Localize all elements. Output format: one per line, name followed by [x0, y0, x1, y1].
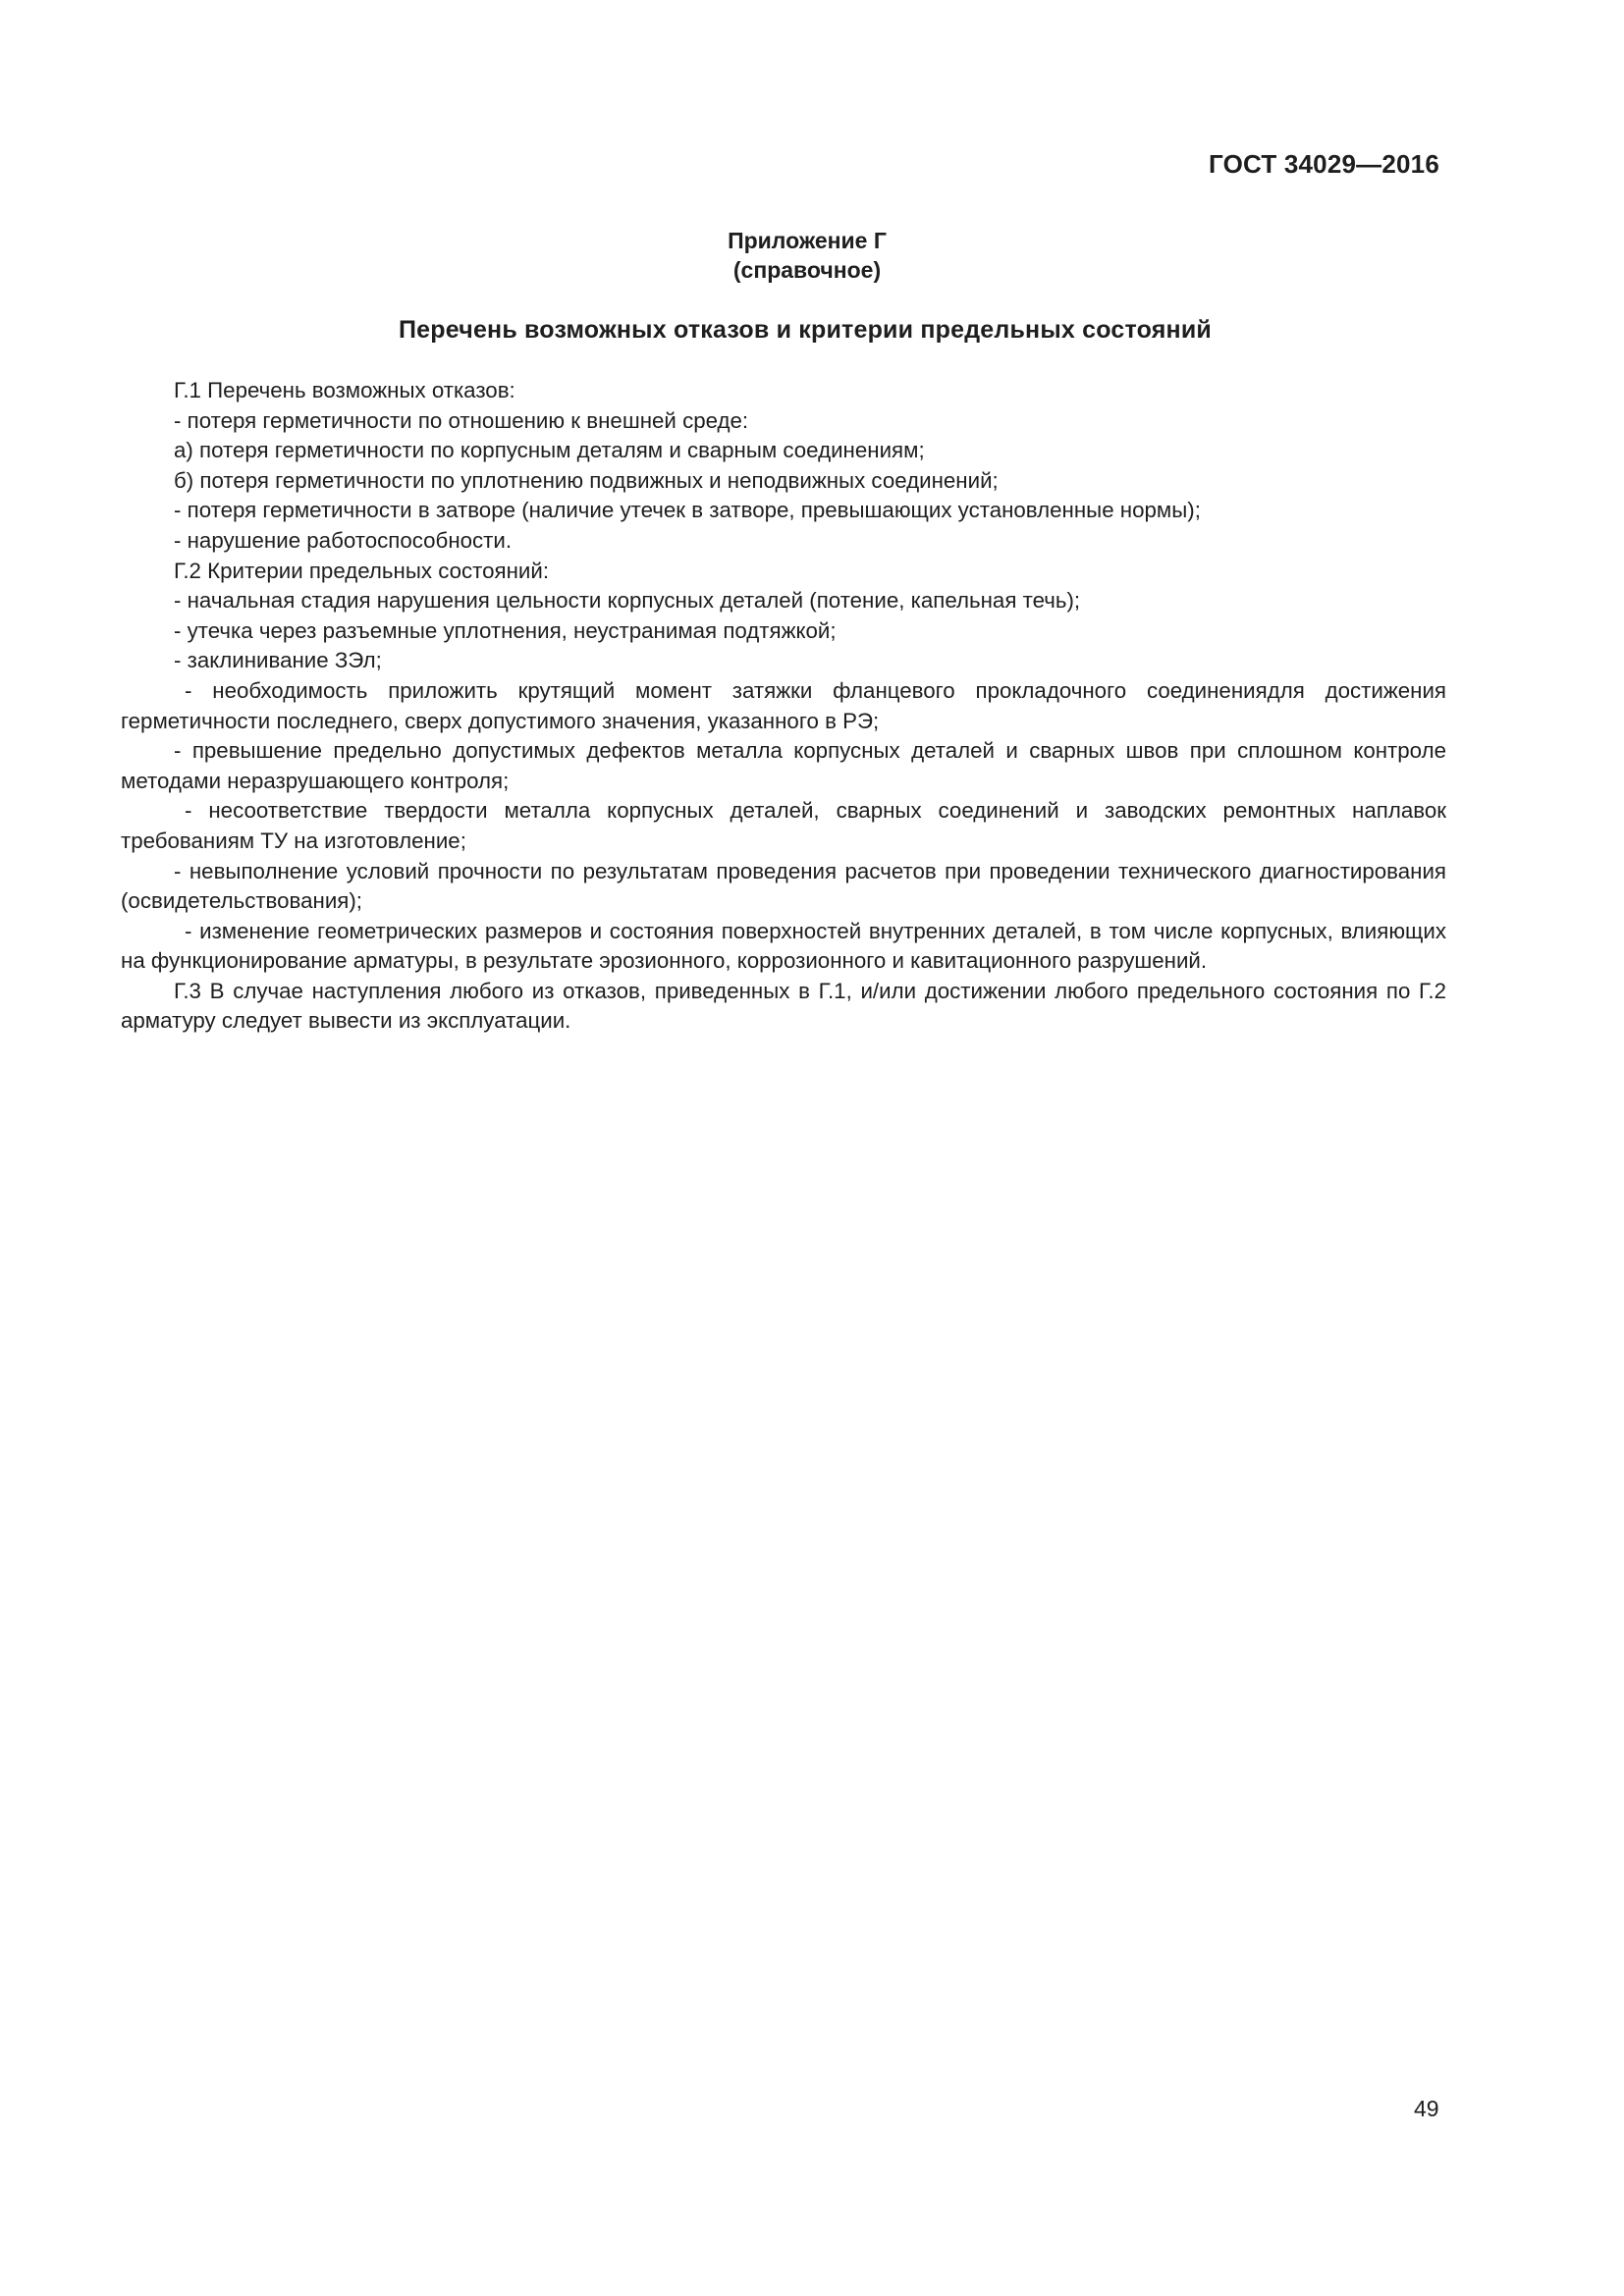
g2-item: - несоответствие твердости металла корпусных деталей, сварных соединений и заводских ремонтных наплавок требованиям ТУ на изготовление; [121, 798, 1446, 853]
page-number: 49 [1414, 2096, 1439, 2121]
g1-item: - нарушение работоспособности. [174, 527, 513, 553]
g1-item: - потеря герметичности в затворе (наличие утечек в затворе, превышающих установленные нормы); [174, 498, 1201, 523]
g2-item: - начальная стадия нарушения цельности корпусных деталей (потение, капельная течь); [174, 588, 1081, 614]
g2-item: - невыполнение условий прочности по результатам проведения расчетов при проведении технического диагностирования (освидетельствования); [121, 858, 1446, 914]
clause-g3-text: Г.3 В случае наступления любого из отказов, приведенных в Г.1, и/или достижении любого предельного состояния по Г.2 арматуру следует вывести из эксплуатации. [121, 978, 1446, 1034]
clause-g2-heading: Г.2 Критерии предельных состояний: [174, 558, 550, 583]
section-title [0, 316, 1624, 345]
g1-item: б) потеря герметичности по уплотнению подвижных и неподвижных соединений; [174, 467, 999, 493]
g2-item: - превышение предельно допустимых дефектов металла корпусных деталей и сварных швов при сплошном контроле методами неразрушающего контроля; [121, 738, 1446, 793]
appendix-title: Приложение Г [728, 228, 887, 253]
g2-item: - необходимость приложить крутящий момент затяжки фланцевого прокладочного соединениядля достижения герметичности последнего, сверх допустимого значения, указанного в РЭ; [121, 677, 1446, 733]
document-body [121, 376, 1446, 1037]
g2-item: - заклинивание ЗЭл; [174, 648, 382, 673]
g1-item: а) потеря герметичности по корпусным деталям и сварным соединениям; [174, 438, 925, 463]
g1-item: - потеря герметичности по отношению к внешней среде: [174, 407, 749, 433]
g2-item: - утечка через разъемные уплотнения, неустранимая подтяжкой; [174, 617, 837, 643]
document-code: ГОСТ 34029—2016 [1209, 149, 1439, 179]
appendix-heading [0, 226, 1624, 285]
clause-g1-heading: Г.1 Перечень возможных отказов: [174, 378, 515, 402]
section-title-text: Перечень возможных отказов и критерии предельных состояний [399, 316, 1212, 344]
appendix-status: (справочное) [732, 257, 882, 283]
g2-item: - изменение геометрических размеров и состояния поверхностей внутренних деталей, в том числе корпусных, влияющих на функционирование арматуры, в результате эрозионного, коррозионного и кавитационного разрушений. [121, 918, 1446, 974]
